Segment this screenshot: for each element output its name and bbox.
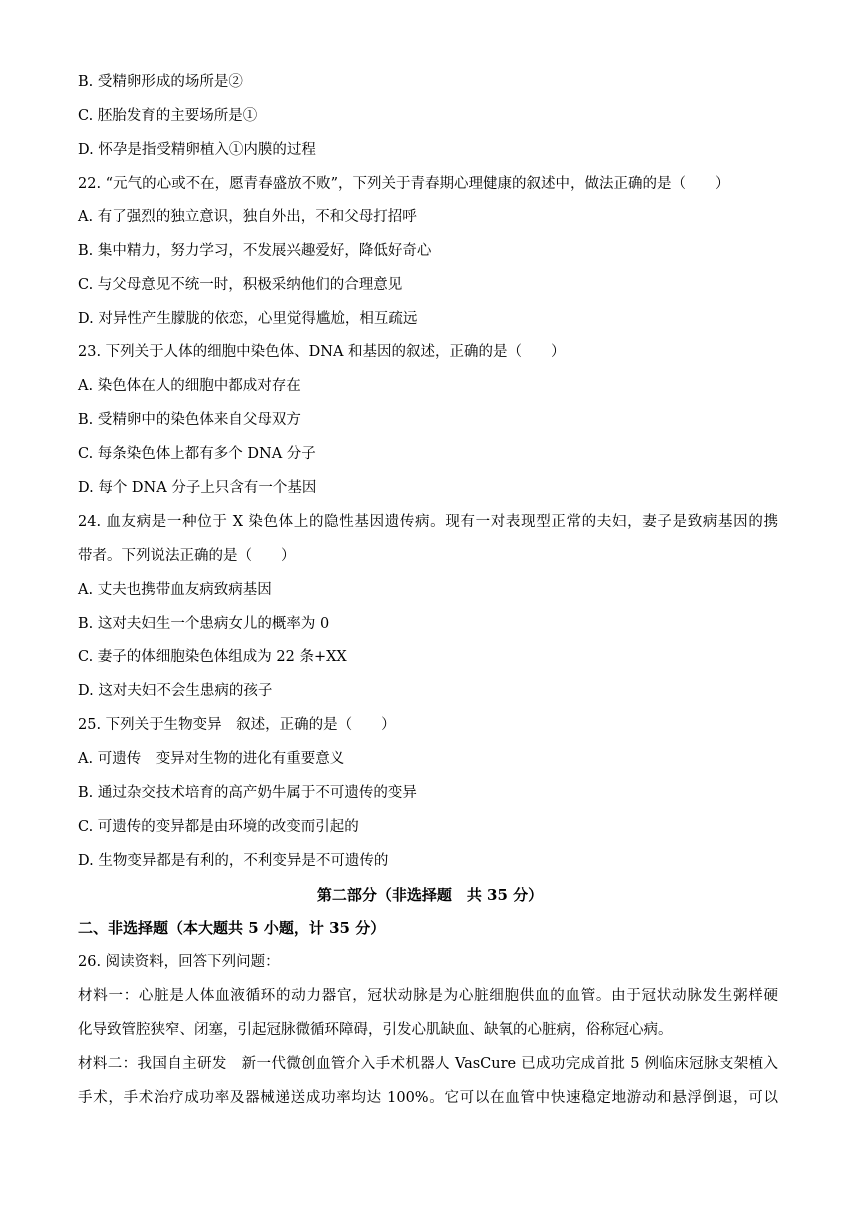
q24-stem-line2: 带者。下列说法正确的是（ ）: [78, 548, 296, 564]
q25-stem: 25. 下列关于生物变异 叙述，正确的是（ ）: [78, 717, 396, 733]
q25-option-a: A. 可遗传 变异对生物的进化有重要意义: [78, 751, 345, 767]
q25-option-d: D. 生物变异都是有利的，不利变异是不可遗传的: [78, 853, 389, 869]
q22-option-c: C. 与父母意见不统一时，积极采纳他们的合理意见: [78, 277, 403, 293]
section2-title: 二、非选择题（本大题共 5 小题，计 35 分）: [78, 919, 386, 937]
q21-option-d: D. 怀孕是指受精卵植入①内膜的过程: [78, 142, 316, 158]
q24-option-d: D. 这对夫妇不会生患病的孩子: [78, 683, 273, 699]
q23-option-a: A. 染色体在人的细胞中都成对存在: [78, 378, 301, 394]
q21-option-c: C. 胚胎发育的主要场所是①: [78, 108, 258, 124]
q24-stem-line1: 24. 血友病是一种位于 X 染色体上的隐性基因遗传病。现有一对表现型正常的夫妇，妻子是致病基因的携: [78, 514, 778, 530]
q26-material2-line1: 材料二：我国自主研发 新一代微创血管介入手术机器人 VasCure 已成功完成首批 5 例临床冠脉支架植入: [78, 1056, 778, 1072]
q22-option-a: A. 有了强烈的独立意识，独自外出，不和父母打招呼: [78, 209, 417, 225]
q22-stem: 22. “元气的心或不在，愿青春盛放不败”，下列关于青春期心理健康的叙述中，做法正确的是（ ）: [78, 176, 730, 192]
q24-option-a: A. 丈夫也携带血友病致病基因: [78, 582, 272, 598]
q24-option-b: B. 这对夫妇生一个患病女儿的概率为 0: [78, 616, 330, 632]
q23-option-c: C. 每条染色体上都有多个 DNA 分子: [78, 446, 316, 462]
q23-option-b: B. 受精卵中的染色体来自父母双方: [78, 412, 301, 428]
q21-option-b: B. 受精卵形成的场所是②: [78, 74, 243, 90]
q23-stem: 23. 下列关于人体的细胞中染色体、DNA 和基因的叙述，正确的是（ ）: [78, 344, 566, 360]
q26-material1-line1: 材料一：心脏是人体血液循环的动力器官，冠状动脉是为心脏细胞供血的血管。由于冠状动脉发生粥样硬: [78, 988, 778, 1004]
q26-material2-line2: 手术，手术治疗成功率及器械递送成功率均达 100%。它可以在血管中快速稳定地游动和悬浮倒退，可以: [78, 1090, 778, 1106]
q25-option-c: C. 可遗传的变异都是由环境的改变而引起的: [78, 819, 359, 835]
q24-option-c: C. 妻子的体细胞染色体组成为 22 条+XX: [78, 649, 347, 665]
q22-option-d: D. 对异性产生朦胧的依恋，心里觉得尴尬，相互疏远: [78, 311, 418, 327]
q22-option-b: B. 集中精力，努力学习，不发展兴趣爱好，降低好奇心: [78, 243, 432, 259]
q23-option-d: D. 每个 DNA 分子上只含有一个基因: [78, 480, 317, 496]
part2-title: 第二部分（非选择题 共 35 分）: [316, 886, 544, 904]
q26-stem: 26. 阅读资料，回答下列问题：: [78, 954, 280, 970]
q26-material1-line2: 化导致管腔狭窄、闭塞，引起冠脉微循环障碍，引发心肌缺血、缺氧的心脏病，俗称冠心病。: [78, 1022, 673, 1038]
q25-option-b: B. 通过杂交技术培育的高产奶牛属于不可遗传的变异: [78, 785, 417, 801]
